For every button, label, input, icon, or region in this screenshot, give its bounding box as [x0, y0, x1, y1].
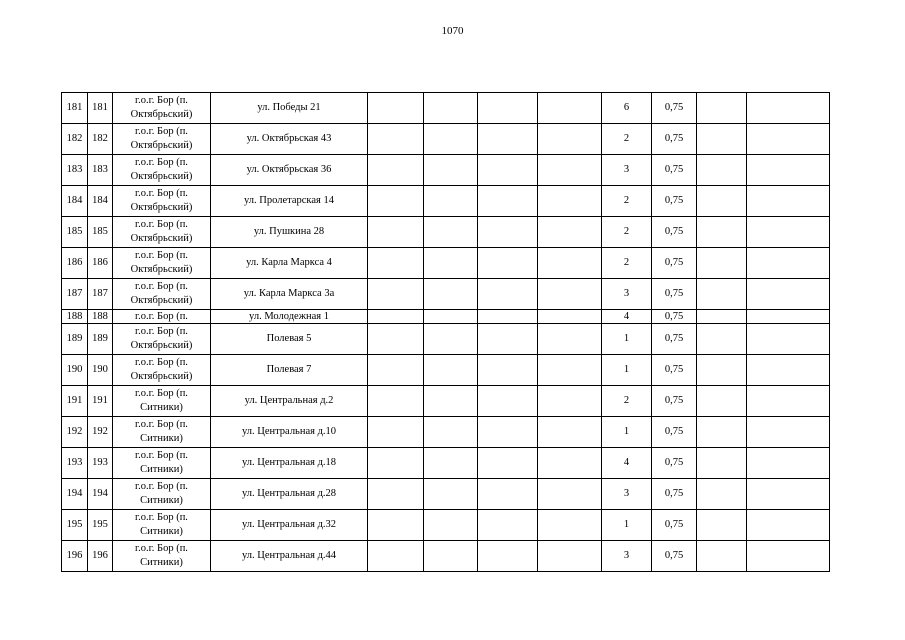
empty-cell [424, 355, 478, 386]
empty-cell [424, 124, 478, 155]
empty-cell [424, 217, 478, 248]
row-number-cell: 187 [62, 279, 88, 310]
value-cell: 0,75 [652, 448, 697, 479]
table-row [62, 279, 830, 310]
locality-text: г.о.г. Бор (п. Ситники) [135, 388, 188, 413]
empty-cell [538, 310, 602, 324]
row-index-cell: 196 [88, 541, 113, 572]
row-index-cell: 191 [88, 386, 113, 417]
count-cell: 3 [602, 479, 652, 510]
address-cell: ул. Центральная д.44 [211, 541, 368, 572]
row-index-cell: 187 [88, 279, 113, 310]
locality-cell [113, 541, 211, 572]
value-cell: 0,75 [652, 355, 697, 386]
row-index-cell: 186 [88, 248, 113, 279]
empty-cell [538, 186, 602, 217]
row-index-cell: 189 [88, 324, 113, 355]
row-number-cell: 186 [62, 248, 88, 279]
empty-cell [538, 417, 602, 448]
empty-cell [538, 324, 602, 355]
locality-text: г.о.г. Бор (п. Ситники) [135, 512, 188, 537]
empty-cell [697, 417, 747, 448]
empty-cell [368, 417, 424, 448]
value-cell: 0,75 [652, 93, 697, 124]
value-cell: 0,75 [652, 541, 697, 572]
registry-table [61, 92, 830, 572]
empty-cell [424, 155, 478, 186]
empty-cell [538, 124, 602, 155]
address-cell: ул. Октябрьская 36 [211, 155, 368, 186]
value-cell: 0,75 [652, 124, 697, 155]
row-index-cell: 190 [88, 355, 113, 386]
row-number-cell: 191 [62, 386, 88, 417]
empty-cell [697, 248, 747, 279]
row-number-cell: 194 [62, 479, 88, 510]
empty-cell [538, 155, 602, 186]
empty-cell [538, 217, 602, 248]
empty-cell [538, 279, 602, 310]
row-number-cell: 192 [62, 417, 88, 448]
empty-cell [747, 417, 830, 448]
empty-cell [368, 279, 424, 310]
empty-cell [424, 386, 478, 417]
empty-cell [697, 93, 747, 124]
table-row [62, 479, 830, 510]
count-cell: 1 [602, 355, 652, 386]
empty-cell [478, 93, 538, 124]
empty-cell [424, 93, 478, 124]
table-row [62, 155, 830, 186]
value-cell: 0,75 [652, 310, 697, 324]
empty-cell [747, 310, 830, 324]
row-number-cell: 181 [62, 93, 88, 124]
count-cell: 6 [602, 93, 652, 124]
count-cell: 1 [602, 324, 652, 355]
empty-cell [747, 124, 830, 155]
table-row [62, 386, 830, 417]
empty-cell [478, 217, 538, 248]
value-cell: 0,75 [652, 217, 697, 248]
locality-text: г.о.г. Бор (п. Октябрьский) [130, 188, 193, 213]
table-row [62, 186, 830, 217]
empty-cell [478, 186, 538, 217]
address-cell: ул. Центральная д.32 [211, 510, 368, 541]
empty-cell [747, 279, 830, 310]
address-cell: ул. Центральная д.18 [211, 448, 368, 479]
empty-cell [368, 248, 424, 279]
empty-cell [747, 355, 830, 386]
empty-cell [697, 355, 747, 386]
empty-cell [538, 510, 602, 541]
locality-cell [113, 124, 211, 155]
empty-cell [478, 248, 538, 279]
empty-cell [478, 386, 538, 417]
locality-cell [113, 386, 211, 417]
empty-cell [697, 324, 747, 355]
row-number-cell: 195 [62, 510, 88, 541]
value-cell: 0,75 [652, 386, 697, 417]
table-row [62, 324, 830, 355]
locality-cell [113, 93, 211, 124]
value-cell: 0,75 [652, 186, 697, 217]
empty-cell [697, 386, 747, 417]
empty-cell [478, 541, 538, 572]
empty-cell [538, 93, 602, 124]
empty-cell [697, 310, 747, 324]
address-cell: ул. Центральная д.2 [211, 386, 368, 417]
count-cell: 2 [602, 186, 652, 217]
locality-cell [113, 248, 211, 279]
value-cell: 0,75 [652, 417, 697, 448]
locality-text: г.о.г. Бор (п. Ситники) [135, 481, 188, 506]
table-row [62, 310, 830, 324]
locality-text: г.о.г. Бор (п. Ситники) [135, 450, 188, 475]
empty-cell [368, 93, 424, 124]
empty-cell [424, 541, 478, 572]
locality-cell [113, 417, 211, 448]
empty-cell [747, 324, 830, 355]
address-cell: ул. Карла Маркса 3а [211, 279, 368, 310]
count-cell: 1 [602, 417, 652, 448]
empty-cell [478, 124, 538, 155]
count-cell: 4 [602, 448, 652, 479]
empty-cell [697, 279, 747, 310]
locality-cell [113, 310, 211, 324]
empty-cell [424, 479, 478, 510]
address-cell: ул. Центральная д.28 [211, 479, 368, 510]
empty-cell [747, 186, 830, 217]
count-cell: 2 [602, 386, 652, 417]
row-index-cell: 183 [88, 155, 113, 186]
empty-cell [697, 217, 747, 248]
empty-cell [538, 479, 602, 510]
empty-cell [478, 417, 538, 448]
locality-text: г.о.г. Бор (п. Октябрьский) [130, 95, 193, 120]
empty-cell [424, 279, 478, 310]
empty-cell [747, 386, 830, 417]
empty-cell [747, 155, 830, 186]
row-number-cell: 196 [62, 541, 88, 572]
empty-cell [424, 417, 478, 448]
table-row [62, 510, 830, 541]
count-cell: 3 [602, 541, 652, 572]
table-body [62, 93, 830, 572]
row-index-cell: 193 [88, 448, 113, 479]
empty-cell [697, 186, 747, 217]
row-number-cell: 185 [62, 217, 88, 248]
empty-cell [368, 155, 424, 186]
page-number: 1070 [441, 25, 464, 37]
empty-cell [697, 479, 747, 510]
address-cell: Полевая 7 [211, 355, 368, 386]
empty-cell [538, 448, 602, 479]
empty-cell [697, 124, 747, 155]
count-cell: 2 [602, 248, 652, 279]
locality-cell [113, 324, 211, 355]
empty-cell [368, 355, 424, 386]
count-cell: 2 [602, 124, 652, 155]
count-cell: 4 [602, 310, 652, 324]
empty-cell [368, 217, 424, 248]
address-cell: ул. Центральная д.10 [211, 417, 368, 448]
empty-cell [747, 217, 830, 248]
empty-cell [368, 324, 424, 355]
row-number-cell: 182 [62, 124, 88, 155]
empty-cell [424, 248, 478, 279]
row-index-cell: 182 [88, 124, 113, 155]
value-cell: 0,75 [652, 279, 697, 310]
table-row [62, 93, 830, 124]
value-cell: 0,75 [652, 248, 697, 279]
row-index-cell: 185 [88, 217, 113, 248]
locality-text: г.о.г. Бор (п. Октябрьский) [130, 357, 193, 382]
value-cell: 0,75 [652, 510, 697, 541]
locality-text: г.о.г. Бор (п. Октябрьский) [130, 157, 193, 182]
count-cell: 3 [602, 155, 652, 186]
address-cell: ул. Победы 21 [211, 93, 368, 124]
row-index-cell: 195 [88, 510, 113, 541]
empty-cell [424, 510, 478, 541]
empty-cell [368, 448, 424, 479]
empty-cell [368, 386, 424, 417]
table-row [62, 124, 830, 155]
address-cell: ул. Молодежная 1 [211, 310, 368, 324]
empty-cell [747, 448, 830, 479]
empty-cell [538, 355, 602, 386]
row-number-cell: 184 [62, 186, 88, 217]
empty-cell [478, 324, 538, 355]
empty-cell [478, 279, 538, 310]
locality-text: г.о.г. Бор (п. [135, 310, 188, 322]
empty-cell [747, 510, 830, 541]
empty-cell [368, 124, 424, 155]
address-cell: ул. Карла Маркса 4 [211, 248, 368, 279]
locality-text: г.о.г. Бор (п. Октябрьский) [130, 250, 193, 275]
empty-cell [424, 324, 478, 355]
locality-text: г.о.г. Бор (п. Ситники) [135, 543, 188, 568]
empty-cell [538, 248, 602, 279]
empty-cell [697, 155, 747, 186]
empty-cell [368, 310, 424, 324]
empty-cell [478, 355, 538, 386]
empty-cell [747, 541, 830, 572]
empty-cell [368, 541, 424, 572]
value-cell: 0,75 [652, 155, 697, 186]
locality-cell [113, 217, 211, 248]
empty-cell [697, 510, 747, 541]
empty-cell [478, 155, 538, 186]
locality-cell [113, 510, 211, 541]
row-number-cell: 188 [62, 310, 88, 324]
address-cell: Полевая 5 [211, 324, 368, 355]
value-cell: 0,75 [652, 479, 697, 510]
address-cell: ул. Пролетарская 14 [211, 186, 368, 217]
table-row [62, 448, 830, 479]
empty-cell [478, 479, 538, 510]
table-row [62, 217, 830, 248]
address-cell: ул. Пушкина 28 [211, 217, 368, 248]
locality-cell [113, 355, 211, 386]
locality-cell [113, 155, 211, 186]
empty-cell [538, 386, 602, 417]
empty-cell [478, 310, 538, 324]
row-number-cell: 193 [62, 448, 88, 479]
empty-cell [368, 186, 424, 217]
empty-cell [478, 510, 538, 541]
empty-cell [747, 479, 830, 510]
locality-text: г.о.г. Бор (п. Ситники) [135, 419, 188, 444]
empty-cell [747, 93, 830, 124]
count-cell: 1 [602, 510, 652, 541]
table-row [62, 541, 830, 572]
empty-cell [368, 479, 424, 510]
empty-cell [424, 448, 478, 479]
locality-text: г.о.г. Бор (п. Октябрьский) [130, 126, 193, 151]
row-index-cell: 184 [88, 186, 113, 217]
empty-cell [424, 310, 478, 324]
empty-cell [478, 448, 538, 479]
locality-text: г.о.г. Бор (п. Октябрьский) [130, 219, 193, 244]
count-cell: 2 [602, 217, 652, 248]
table-row [62, 417, 830, 448]
row-index-cell: 192 [88, 417, 113, 448]
table-row [62, 355, 830, 386]
value-cell: 0,75 [652, 324, 697, 355]
locality-cell [113, 448, 211, 479]
address-cell: ул. Октябрьская 43 [211, 124, 368, 155]
empty-cell [368, 510, 424, 541]
row-number-cell: 183 [62, 155, 88, 186]
locality-cell [113, 186, 211, 217]
row-number-cell: 190 [62, 355, 88, 386]
table-row [62, 248, 830, 279]
locality-cell [113, 479, 211, 510]
count-cell: 3 [602, 279, 652, 310]
row-index-cell: 194 [88, 479, 113, 510]
empty-cell [697, 448, 747, 479]
row-number-cell: 189 [62, 324, 88, 355]
empty-cell [424, 186, 478, 217]
empty-cell [538, 541, 602, 572]
row-index-cell: 181 [88, 93, 113, 124]
locality-text: г.о.г. Бор (п. Октябрьский) [130, 281, 193, 306]
empty-cell [697, 541, 747, 572]
locality-text: г.о.г. Бор (п. Октябрьский) [130, 326, 193, 351]
row-index-cell: 188 [88, 310, 113, 324]
empty-cell [747, 248, 830, 279]
locality-cell [113, 279, 211, 310]
